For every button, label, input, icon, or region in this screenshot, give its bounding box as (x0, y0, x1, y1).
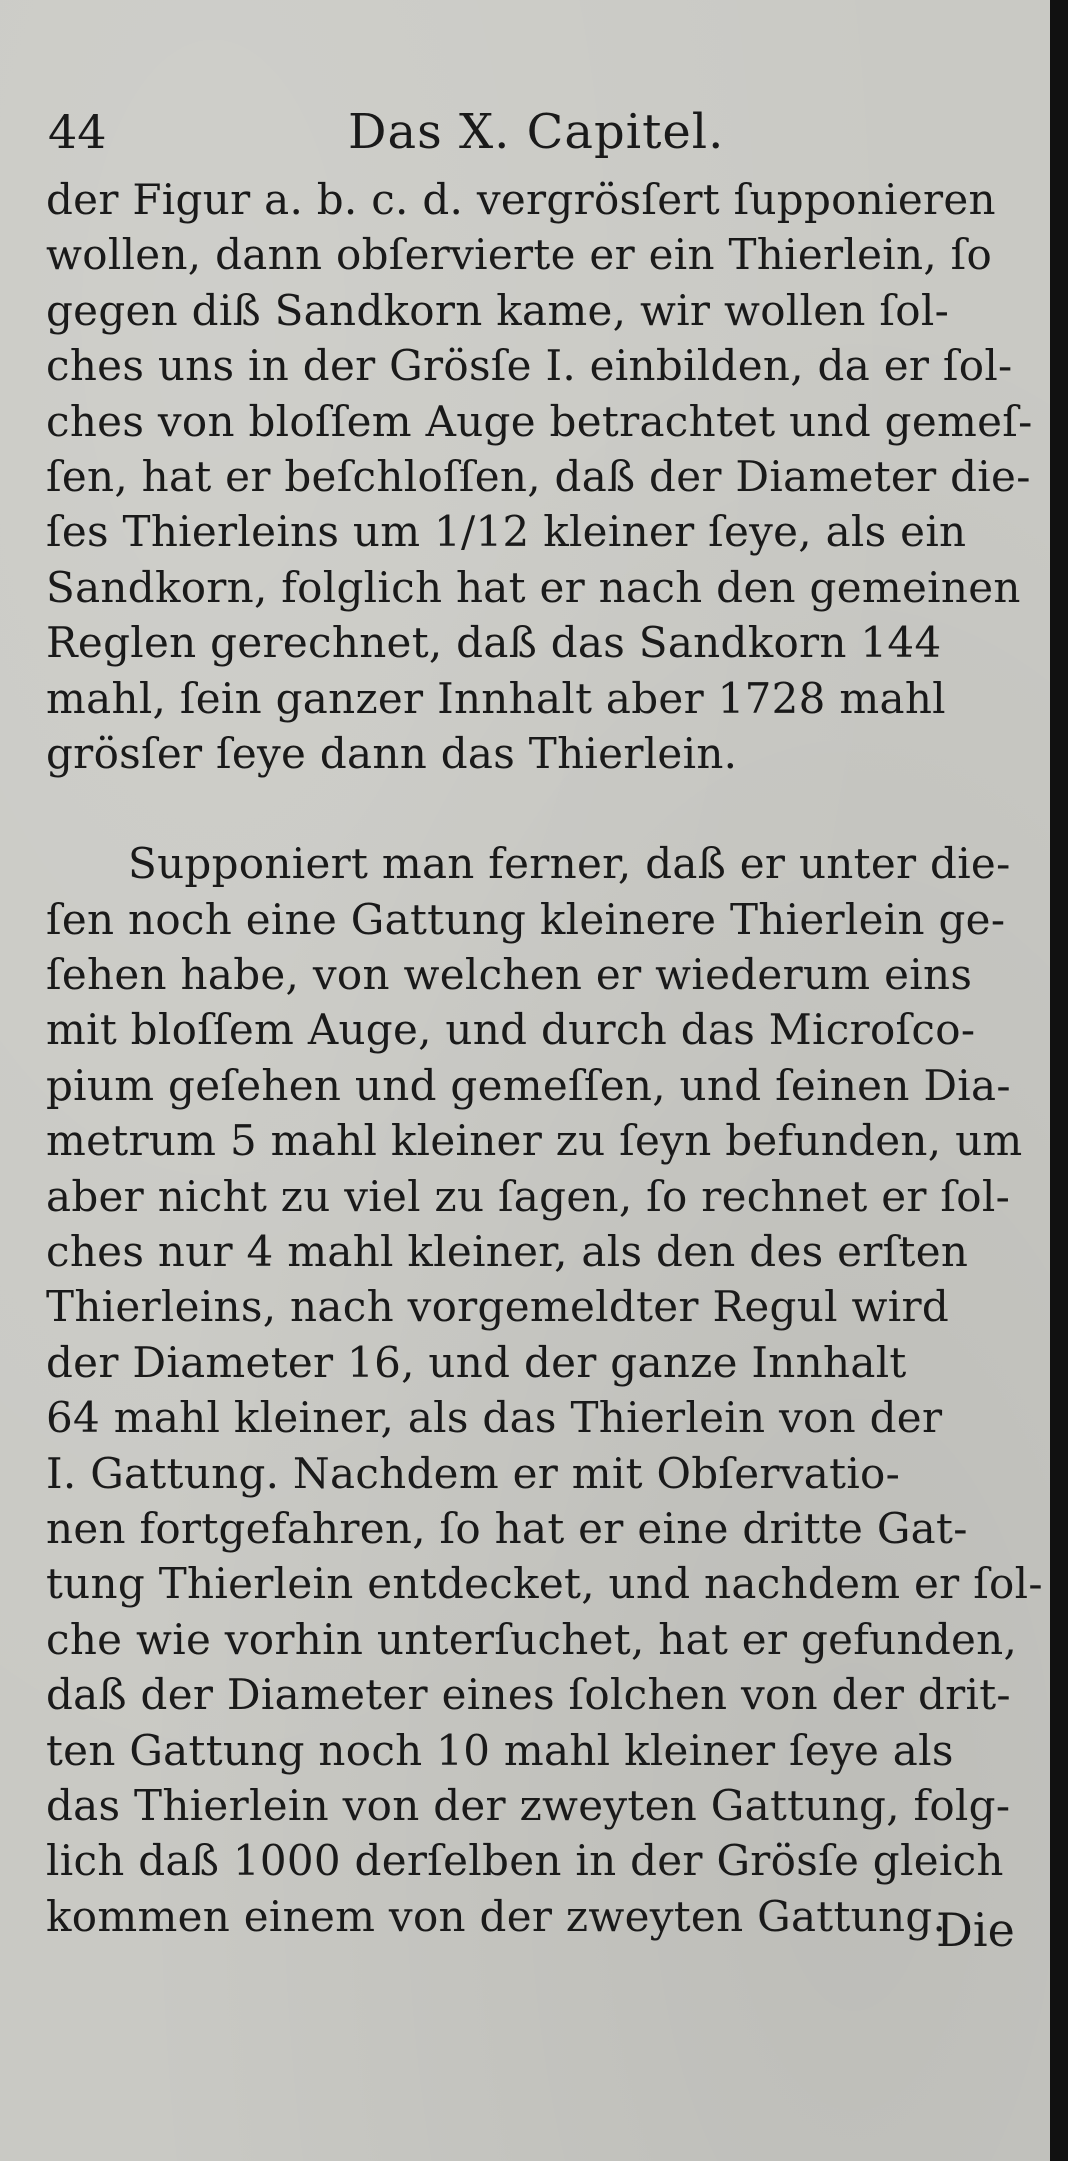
text-line: aber nicht zu viel zu ſagen, ſo rechnet er ſol- (46, 1171, 1011, 1221)
text-line: gegen diß Sandkorn kame, wir wollen ſol- (46, 285, 950, 335)
text-line: che wie vorhin unterſuchet, hat er gefunden, (46, 1614, 1018, 1664)
text-line: Reglen gerechnet, daß das Sandkorn 144 (46, 618, 942, 668)
text-line: 64 mahl kleiner, als das Thierlein von der (46, 1393, 943, 1443)
text-line: das Thierlein von der zweyten Gattung, folg- (46, 1780, 1011, 1830)
text-line: ſes Thierleins um 1/12 kleiner ſeye, als ein (46, 507, 967, 557)
body-text (46, 172, 1043, 1944)
text-line: der Figur a. b. c. d. vergrösſert ſupponieren (46, 175, 996, 224)
text-line: ches nur 4 mahl kleiner, als den des erſten (46, 1227, 969, 1277)
text-line: ſehen habe, von welchen er wiederum eins (46, 950, 973, 1000)
text-line: mit bloſſem Auge, und durch das Microſco- (46, 1005, 976, 1055)
text-line: ten Gattung noch 10 mahl kleiner ſeye als (46, 1725, 954, 1775)
paragraph-2 (46, 836, 1043, 1944)
paragraph-gap (46, 781, 1036, 836)
running-head: Das X. Capitel. (348, 104, 725, 160)
catchword: Die (936, 1903, 1015, 1957)
page-edge-shadow (1050, 0, 1068, 2161)
text-line: mahl, ſein ganzer Innhalt aber 1728 mahl (46, 673, 946, 723)
text-line: pium geſehen und gemeſſen, und ſeinen Dia- (46, 1060, 1011, 1110)
text-line: Supponiert man ferner, daß er unter die- (128, 839, 1011, 889)
text-line: wollen, dann obſervierte er ein Thierlein, ſo (46, 230, 993, 280)
text-line: daß der Diameter eines ſolchen von der drit- (46, 1670, 1011, 1720)
text-line: ſen noch eine Gattung kleinere Thierlein ge- (46, 894, 1006, 944)
text-line: Sandkorn, folglich hat er nach den gemeinen (46, 562, 1021, 612)
text-line: ſen, hat er beſchloſſen, daß der Diameter die- (46, 451, 1031, 501)
text-line: ches von bloſſem Auge betrachtet und gemeſ- (46, 396, 1033, 446)
text-line: Thierleins, nach vorgemeldter Regul wird (46, 1282, 950, 1332)
text-line: metrum 5 mahl kleiner zu ſeyn befunden, um (46, 1116, 1023, 1166)
text-line: tung Thierlein entdecket, und nachdem er ſol- (46, 1559, 1043, 1609)
page-header (48, 102, 1028, 162)
text-line: I. Gattung. Nachdem er mit Obſervatio- (46, 1448, 901, 1498)
paragraph-1 (46, 172, 1036, 781)
text-line: grösſer ſeye dann das Thierlein. (46, 728, 738, 778)
text-line: ches uns in der Grösſe I. einbilden, da er ſol- (46, 341, 1013, 391)
text-line: kommen einem von der zweyten Gattung. (46, 1891, 947, 1941)
text-line: nen fortgefahren, ſo hat er eine dritte Gat- (46, 1503, 968, 1553)
page-number: 44 (48, 105, 107, 159)
text-line: der Diameter 16, und der ganze Innhalt (46, 1337, 907, 1387)
text-line: lich daß 1000 derſelben in der Grösſe gleich (46, 1836, 1004, 1886)
